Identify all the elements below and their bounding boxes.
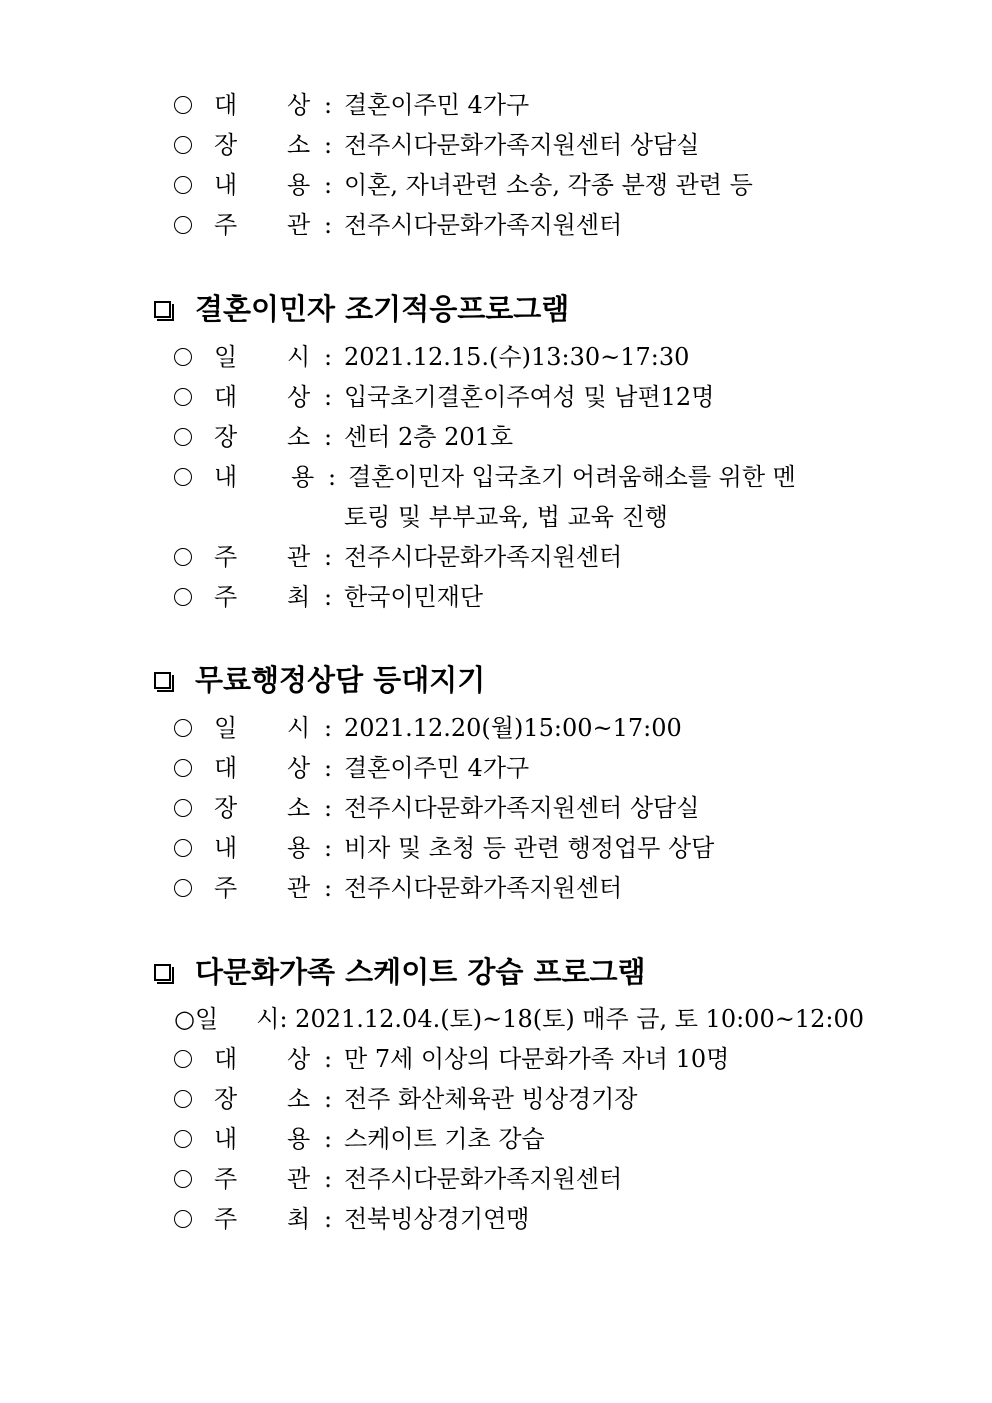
list-item-continuation: 토링 및 부부교육, 법 교육 진행: [344, 503, 668, 531]
circle-bullet-icon: [174, 1050, 192, 1068]
list-item: 장 소 : 센터 2층 201호: [174, 420, 192, 454]
section-heading: [154, 660, 485, 700]
circle-bullet-icon: [174, 1090, 192, 1108]
section-heading: [154, 952, 646, 992]
circle-bullet-icon: [174, 548, 192, 566]
list-item: 주 최 : 전북빙상경기연맹: [174, 1202, 192, 1236]
circle-bullet-icon: [174, 1210, 192, 1228]
circle-bullet-icon: [174, 759, 192, 777]
section-title: 결혼이민자 조기적응프로그램: [195, 292, 570, 326]
circle-bullet-icon: [174, 468, 192, 486]
list-item: 주 관 : 전주시다문화가족지원센터: [174, 1162, 192, 1196]
list-item: 대 상 : 결혼이주민 4가구: [174, 88, 192, 122]
circle-bullet-icon: [174, 216, 192, 234]
list-item: 장 소 : 전주시다문화가족지원센터 상담실: [174, 128, 192, 162]
circle-bullet-icon: [174, 588, 192, 606]
circle-bullet-icon: [174, 348, 192, 366]
section-title: 무료행정상담 등대지기: [195, 663, 486, 697]
circle-bullet-icon: [174, 428, 192, 446]
list-item: 대 상 : 입국초기결혼이주여성 및 남편12명: [174, 380, 192, 414]
list-item: 일 시 : 2021.12.20(월)15:00~17:00: [174, 711, 192, 745]
list-item: 내 용 : 비자 및 초청 등 관련 행정업무 상담: [174, 831, 192, 865]
circle-bullet-icon: [174, 388, 192, 406]
list-item: 대 상 : 만 7세 이상의 다문화가족 자녀 10명: [174, 1042, 192, 1076]
circle-bullet-icon: [174, 839, 192, 857]
circle-bullet-icon: [174, 176, 192, 194]
checkbox-square-icon: [154, 964, 171, 981]
list-item: 내 용 : 결혼이민자 입국초기 어려움해소를 위한 멘: [174, 460, 192, 494]
circle-bullet-icon: [174, 879, 192, 897]
circle-bullet-icon: [174, 719, 192, 737]
checkbox-square-icon: [154, 301, 171, 318]
checkbox-square-icon: [154, 672, 171, 689]
list-item: 대 상 : 결혼이주민 4가구: [174, 751, 192, 785]
list-item-schedule: ○일 시: 2021.12.04.(토)~18(토) 매주 금, 토 10:00~12:00: [174, 1005, 864, 1033]
circle-bullet-icon: [174, 136, 192, 154]
list-item: 장 소 : 전주 화산체육관 빙상경기장: [174, 1082, 192, 1116]
list-item: 주 관 : 전주시다문화가족지원센터: [174, 208, 192, 242]
list-item: 장 소 : 전주시다문화가족지원센터 상담실: [174, 791, 192, 825]
section-title: 다문화가족 스케이트 강습 프로그램: [195, 955, 646, 989]
list-item: 주 관 : 전주시다문화가족지원센터: [174, 540, 192, 574]
list-item: 주 관 : 전주시다문화가족지원센터: [174, 871, 192, 905]
list-item: 내 용 : 이혼, 자녀관련 소송, 각종 분쟁 관련 등: [174, 168, 192, 202]
circle-bullet-icon: [174, 1170, 192, 1188]
list-item: 일 시 : 2021.12.15.(수)13:30~17:30: [174, 340, 192, 374]
circle-bullet-icon: [174, 1130, 192, 1148]
section-heading: [154, 289, 569, 329]
list-item: 주 최 : 한국이민재단: [174, 580, 192, 614]
list-item: 내 용 : 스케이트 기초 강습: [174, 1122, 192, 1156]
circle-bullet-icon: [174, 799, 192, 817]
circle-bullet-icon: [174, 96, 192, 114]
